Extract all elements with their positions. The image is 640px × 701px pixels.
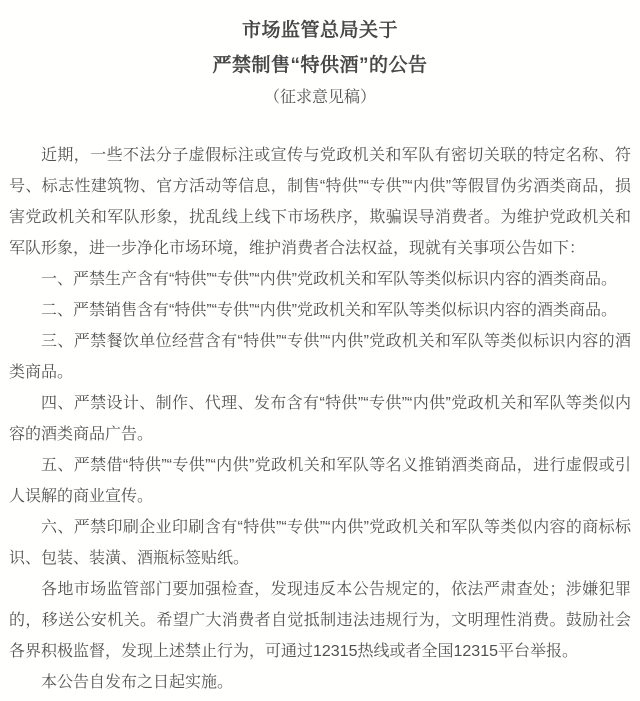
paragraph-enforcement: 各地市场监管部门要加强检查，发现违反本公告规定的，依法严肃查处；涉嫌犯罪的，移送公安机关。希望广大消费者自觉抵制违法违规行为，文明理性消费。鼓励社会各界积极监督，发现上述禁止行为，可通过12315热线或者全国12315平台举报。: [9, 581, 631, 660]
item-2-no-sales: 二、严禁销售含有“特供”“专供”“内供”党政机关和军队等类似标识内容的酒类商品。: [41, 302, 617, 319]
document-subtitle-draft-note: （征求意见稿）: [263, 89, 376, 106]
item-6-no-printing: 六、严禁印刷企业印刷含有“特供”“专供”“内供”党政机关和军队等类似内容的商标标识、包装、装潢、酒瓶标签贴纸。: [9, 519, 631, 567]
announcement-body: [0, 140, 640, 698]
paragraph-intro: 近期，一些不法分子虚假标注或宣传与党政机关和军队有密切关联的特定名称、符号、标志性建筑物、官方活动等信息，制售“特供”“专供”“内供”等假冒伪劣酒类商品，损害党政机关和军队形象，扰乱线上线下市场秩序，欺骗误导消费者。为维护党政机关和军队形象，进一步净化市场环境，维护消费者合法权益，现就有关事项公告如下：: [9, 147, 631, 257]
item-3-no-catering: 三、严禁餐饮单位经营含有“特供”“专供”“内供”党政机关和军队等类似标识内容的酒类商品。: [9, 333, 631, 381]
item-4-no-advertising: 四、严禁设计、制作、代理、发布含有“特供”“专供”“内供”党政机关和军队等类似内容的酒类商品广告。: [9, 395, 631, 443]
item-5-no-promotion: 五、严禁借“特供”“专供”“内供”党政机关和军队等名义推销酒类商品，进行虚假或引人误解的商业宣传。: [9, 457, 631, 505]
document-title-line-2: 严禁制售“特供酒”的公告: [212, 55, 428, 76]
item-1-no-production: 一、严禁生产含有“特供”“专供”“内供”党政机关和军队等类似标识内容的酒类商品。: [41, 271, 617, 288]
document-title-line-1: 市场监管总局关于: [241, 20, 398, 41]
paragraph-effective-date: 本公告自发布之日起实施。: [41, 674, 234, 691]
document-header: [0, 13, 640, 113]
